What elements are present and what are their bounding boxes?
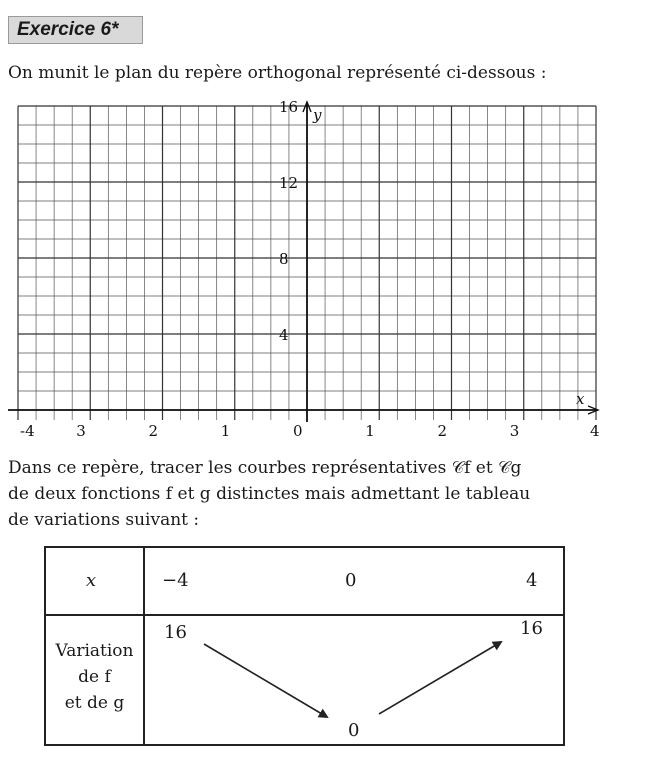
table-header-x: x bbox=[86, 570, 97, 591]
y-tick-label: 16 bbox=[279, 98, 299, 116]
y-tick-label: 8 bbox=[279, 250, 289, 268]
tick-labels bbox=[20, 98, 600, 440]
variation-label-line-1: Variation bbox=[55, 641, 134, 661]
instruction-line-3: de variations suivant : bbox=[8, 510, 200, 530]
x-tick-label: 0 bbox=[293, 422, 303, 440]
instruction-line-1: Dans ce repère, tracer les courbes représentatives 𝒞f et 𝒞g bbox=[8, 458, 522, 478]
x-tick-label: 1 bbox=[220, 422, 231, 440]
variation-label-line-3: et de g bbox=[64, 693, 125, 713]
x-tick-label: 3 bbox=[509, 422, 520, 440]
exercise-title: Exercice 6* bbox=[8, 16, 143, 44]
instruction-line-2: de deux fonctions f et g distinctes mais admettant le tableau bbox=[8, 484, 531, 504]
x-tick-label: -4 bbox=[20, 422, 35, 440]
value-end: 16 bbox=[520, 618, 543, 639]
x-tick-label: 3 bbox=[76, 422, 86, 440]
x-axis-label: x bbox=[576, 390, 585, 408]
x-tick-label: 4 bbox=[590, 422, 600, 440]
variation-label-line-2: de f bbox=[78, 667, 111, 687]
variation-arrows bbox=[46, 548, 563, 744]
x-value-max: 4 bbox=[526, 570, 538, 591]
x-tick-label: 2 bbox=[148, 422, 159, 440]
y-tick-label: 4 bbox=[279, 326, 289, 344]
decreasing-arrow bbox=[204, 644, 327, 717]
intro-text: On munit le plan du repère orthogonal représenté ci-dessous : bbox=[8, 63, 547, 83]
instructions bbox=[8, 455, 648, 533]
increasing-arrow bbox=[379, 642, 501, 714]
x-tick-label: 1 bbox=[365, 422, 375, 440]
axes bbox=[8, 102, 598, 422]
variation-table bbox=[44, 546, 565, 746]
value-start: 16 bbox=[164, 622, 187, 643]
coordinate-grid bbox=[0, 98, 655, 443]
value-min: 0 bbox=[348, 720, 360, 741]
x-value-zero: 0 bbox=[345, 570, 357, 591]
y-tick-label: 12 bbox=[279, 174, 299, 192]
y-axis-label: y bbox=[313, 106, 322, 124]
x-tick-label: 2 bbox=[437, 422, 448, 440]
x-value-min: −4 bbox=[162, 570, 189, 591]
